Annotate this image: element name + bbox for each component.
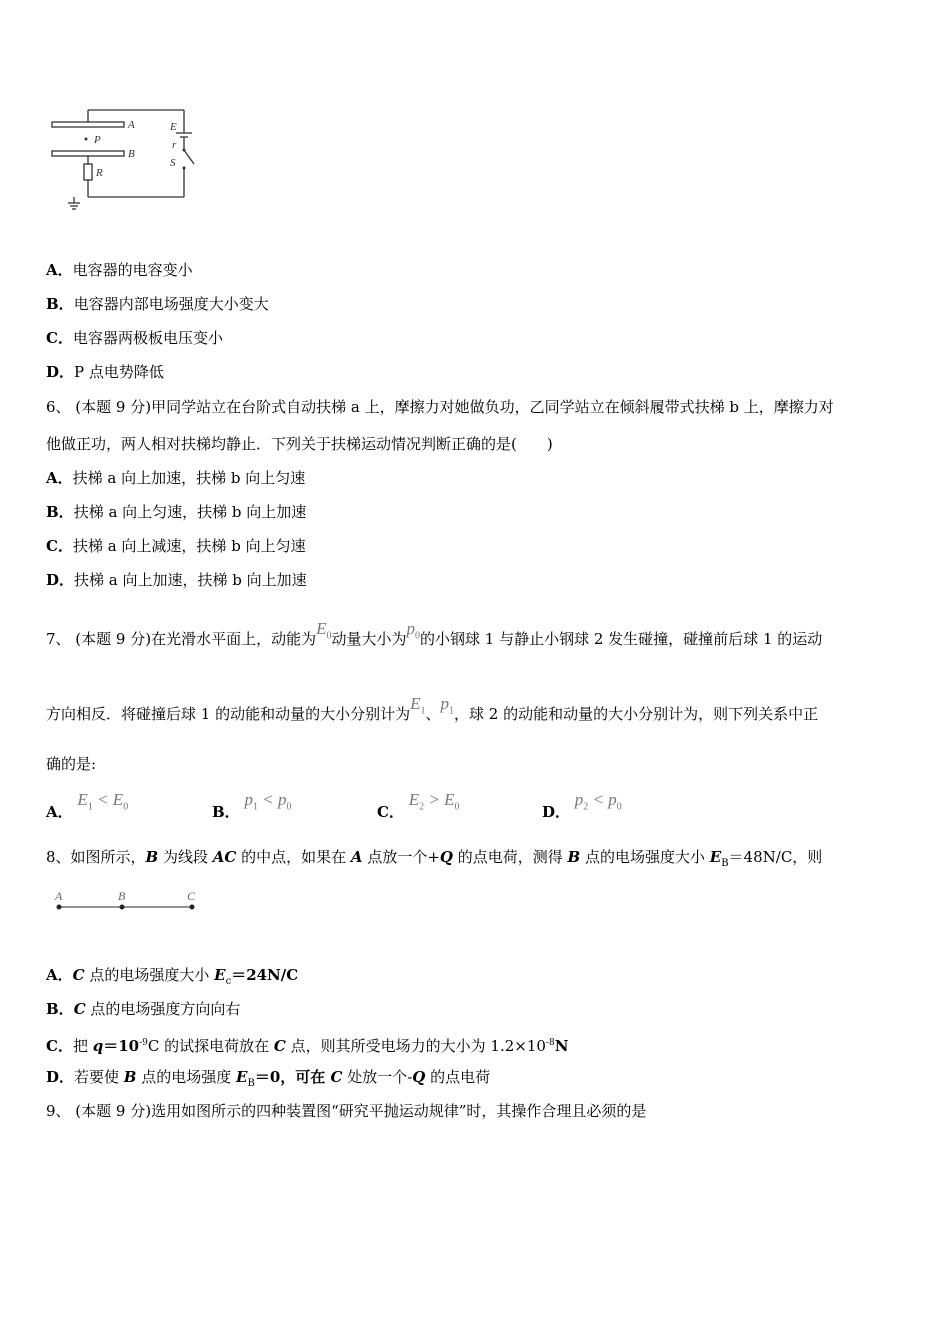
label-p: P [94, 134, 101, 146]
point-b [120, 905, 125, 910]
label-e: E [170, 121, 177, 133]
q5-option-a: A．电容器的电容变小 [46, 261, 193, 279]
q7-option-a: A． $E_1 < E_0$ [46, 790, 129, 821]
q8-stem: 8、如图所示，B 为线段 AC 的中点，如果在 A 点放一个+Q 的点电荷，测得 B 点的电场强度大小 $E_B=48N/C$，则 [46, 848, 823, 869]
q8-option-c: C．把 $q=10^{-9}C$ 的试探电荷放在 C 点，则其所受电场力的大小为 $1.2\times 10^{-8}N$ [46, 1037, 569, 1055]
label-r-small: r [172, 139, 177, 151]
label-a: A [128, 119, 135, 131]
q9-stem: 9、 (本题 9 分)选用如图所示的四种装置图“研究平抛运动规律”时，其操作合理且必须的是 [46, 1102, 647, 1120]
q7-option-b: B． $p_1 < p_0$ [212, 790, 292, 821]
label-r: R [96, 167, 103, 179]
q7-stem-line1: 7、 (本题 9 分)在光滑水平面上，动能为$E_0$动量大小为$p_0$的小钢球 1 与静止小钢球 2 发生碰撞，碰撞前后球 1 的运动 [46, 619, 823, 648]
capacitor-circuit-figure [44, 106, 204, 216]
q6-option-c: C．扶梯 a 向上减速，扶梯 b 向上匀速 [46, 537, 306, 555]
label-s: S [170, 157, 176, 169]
q5-option-b: B．电容器内部电场强度大小变大 [46, 295, 269, 313]
point-c [190, 905, 195, 910]
label-b: B [128, 148, 135, 160]
q7-stem-line3: 确的是: [46, 755, 97, 773]
label-point-c: C [187, 889, 196, 903]
q6-option-a: A．扶梯 a 向上加速，扶梯 b 向上匀速 [46, 469, 306, 487]
point-p-dot [85, 138, 88, 141]
label-point-a: A [55, 889, 63, 903]
math-e1: $E_1$ [410, 694, 426, 717]
q6-stem-line2: 他做正功，两人相对扶梯均静止．下列关于扶梯运动情况判断正确的是( ) [46, 435, 553, 453]
point-a [57, 905, 62, 910]
q7-option-c: C． $E_2 > E_0$ [377, 790, 460, 821]
q5-option-c: C．电容器两极板电压变小 [46, 329, 223, 347]
q8-option-a: A．C 点的电场强度大小 $E_c=24N/C$ [46, 966, 299, 987]
q8-option-b: B．C 点的电场强度方向向右 [46, 1000, 241, 1018]
math-e0: $E_0$ [316, 619, 332, 642]
math-p1: $p_1$ [440, 694, 454, 717]
q6-stem-line1: 6、 (本题 9 分)甲同学站立在台阶式自动扶梯 a 上，摩擦力对她做负功，乙同学站立在倾斜履带式扶梯 b 上，摩擦力对 [46, 398, 834, 416]
q7-stem-line2: 方向相反．将碰撞后球 1 的动能和动量的大小分别计为$E_1$、$p_1$，球 2 的动能和动量的大小分别计为，则下列关系中正 [46, 694, 819, 723]
q6-option-d: D．扶梯 a 向上加速，扶梯 b 向上加速 [46, 571, 307, 589]
q5-option-d: D．P 点电势降低 [46, 363, 164, 381]
q7-option-d: D． $p_2 < p_0$ [542, 790, 622, 821]
math-p0: $p_0$ [406, 619, 421, 642]
q6-option-b: B．扶梯 a 向上匀速，扶梯 b 向上加速 [46, 503, 307, 521]
label-point-b: B [118, 889, 126, 903]
q8-option-d: D．若要使 B 点的电场强度 $E_B=0$，可在 C 处放一个-Q 的点电荷 [46, 1068, 491, 1089]
segment-ac-figure [50, 888, 210, 918]
